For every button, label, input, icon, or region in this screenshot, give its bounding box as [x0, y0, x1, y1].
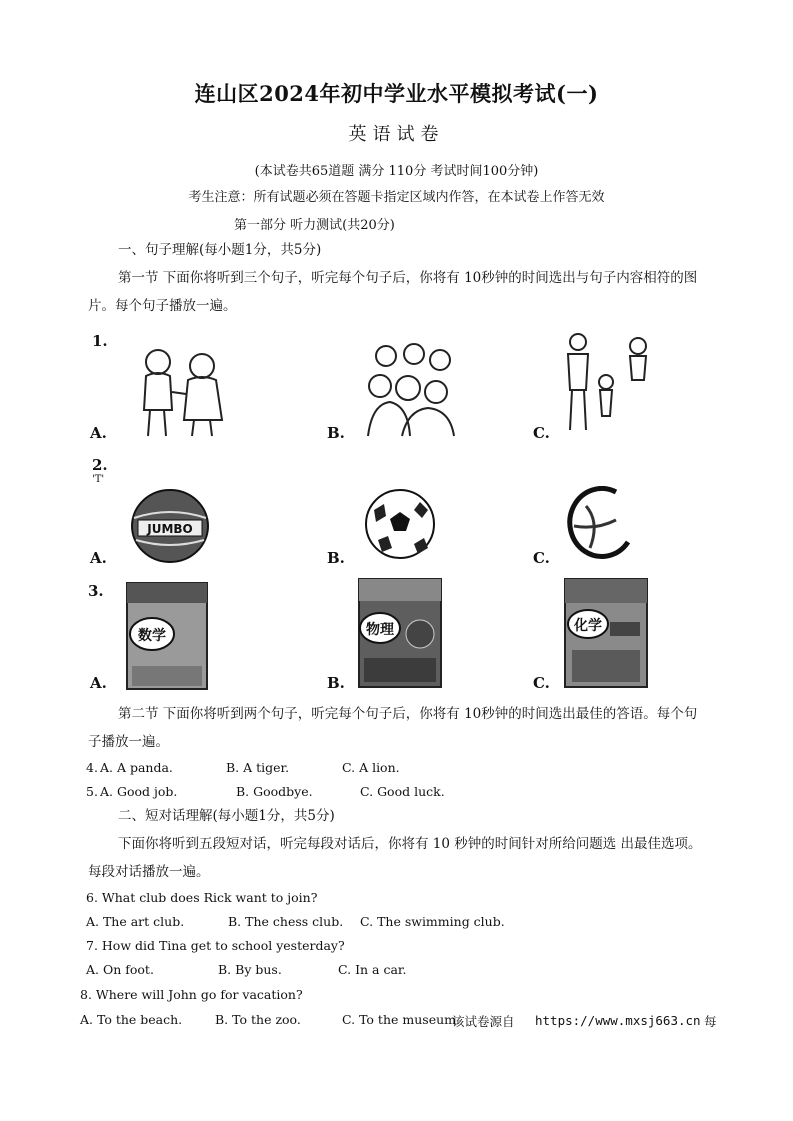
question-8-text: 8. Where will John go for vacation?	[80, 987, 303, 1002]
exam-info: (本试卷共65道题 满分 110分 考试时间100分钟)	[254, 164, 539, 179]
trailing-char: 每	[704, 1014, 717, 1029]
section-one-heading: 一、句子理解(每小题1分，共5分)	[118, 242, 322, 258]
q7-option-a: A. On foot.	[86, 962, 154, 977]
q5-option-c: C. Good luck.	[360, 784, 445, 799]
exam-subtitle: 英语试卷	[348, 124, 445, 145]
section-one-intro-line2: 片。每个句子播放一遍。	[88, 298, 237, 314]
section-one-intro-line1: 第一节 下面你将听到三个句子，听完每个句子后，你将有 10秒钟的时间选出与句子内容相符的图	[118, 270, 698, 286]
ball-brand-text: JUMBO	[147, 522, 193, 536]
q8-option-c: C. To the museum.	[342, 1012, 460, 1027]
q1-option-c-image	[560, 330, 660, 436]
math-book-label: 数学	[138, 628, 166, 644]
q4-option-c: C. A lion.	[342, 760, 400, 775]
exam-title: 连山区2024年初中学业水平模拟考试(一)	[194, 81, 599, 106]
q5-option-a: A. Good job.	[100, 784, 178, 799]
q4-option-b: B. A tiger.	[226, 760, 290, 775]
q6-option-a: A. The art club.	[86, 914, 185, 929]
section-two-intro-line2: 每段对话播放一遍。	[88, 864, 210, 880]
question-4-number: 4.	[86, 760, 98, 775]
q3-option-c-label: C.	[533, 674, 550, 692]
q1-option-a-image	[132, 344, 232, 440]
q2-option-a-basketball-image	[130, 488, 210, 564]
part-one-heading: 第一部分 听力测试(共20分)	[234, 218, 395, 233]
section-one-part2-intro-line2: 子播放一遍。	[88, 734, 169, 750]
question-1-number: 1.	[92, 332, 108, 350]
q5-option-b: B. Goodbye.	[236, 784, 313, 799]
section-two-heading: 二、短对话理解(每小题1分，共5分)	[118, 808, 335, 824]
question-2-mark: 'T'	[92, 474, 105, 485]
exam-notice: 考生注意：所有试题必须在答题卡指定区域内作答，在本试卷上作答无效	[188, 190, 605, 205]
question-3-number: 3.	[88, 582, 104, 600]
source-url-link[interactable]: https://www.mxsj663.cn	[535, 1013, 701, 1028]
q2-option-a-label: A.	[90, 549, 107, 567]
section-one-part2-intro-line1: 第二节 下面你将听到两个句子，听完每个句子后，你将有 10秒钟的时间选出最佳的答语。每个句	[118, 706, 698, 722]
q6-option-b: B. The chess club.	[228, 914, 344, 929]
q6-option-c: C. The swimming club.	[360, 914, 505, 929]
q7-option-b: B. By bus.	[218, 962, 282, 977]
q3-option-c-chemistry-book-image	[564, 578, 648, 688]
section-two-intro-line1: 下面你将听到五段短对话，听完每段对话后，你将有 10 秒钟的时间针对所给问题选 出最佳选项。	[118, 836, 702, 852]
question-2-number: 2.	[92, 456, 108, 474]
q3-option-a-label: A.	[90, 674, 107, 692]
q3-option-b-label: B.	[327, 674, 345, 692]
q1-option-c-label: C.	[533, 424, 550, 442]
question-5-number: 5.	[86, 784, 98, 799]
q2-option-c-volleyball-image	[566, 486, 632, 560]
q8-option-b: B. To the zoo.	[215, 1012, 301, 1027]
question-6-text: 6. What club does Rick want to join?	[86, 890, 318, 905]
source-note: 该试卷源自	[452, 1014, 515, 1029]
q8-option-a: A. To the beach.	[80, 1012, 183, 1027]
chemistry-book-label: 化学	[574, 618, 602, 634]
q2-option-c-label: C.	[533, 549, 550, 567]
physics-book-label: 物理	[366, 622, 394, 638]
q7-option-c: C. In a car.	[338, 962, 407, 977]
q3-option-a-math-book-image	[126, 582, 208, 690]
q1-option-a-label: A.	[90, 424, 107, 442]
q2-option-b-label: B.	[327, 549, 345, 567]
q2-option-b-football-image	[364, 488, 436, 560]
q1-option-b-label: B.	[327, 424, 345, 442]
q1-option-b-image	[362, 340, 462, 440]
q3-option-b-physics-book-image	[358, 578, 442, 688]
q4-option-a: A. A panda.	[100, 760, 173, 775]
question-7-text: 7. How did Tina get to school yesterday?	[86, 938, 345, 953]
